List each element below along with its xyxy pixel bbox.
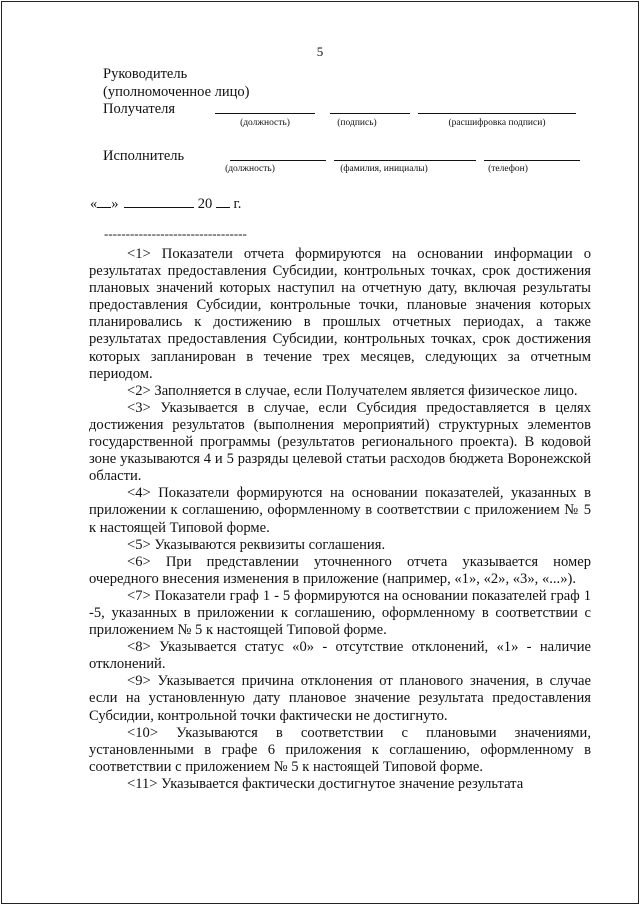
head-caption-signature: (подпись) <box>337 118 377 128</box>
date-open-quote: « <box>90 196 98 212</box>
date-day-blank <box>97 207 111 208</box>
footnote-10: <10> Указываются в соответствии с плановыми значениями, установленными в графе 6 приложения к соглашению, оформленному в соответствии с приложением № 5 к настоящей Типовой форме. <box>89 724 591 775</box>
executor-caption-name: (фамилия, инициалы) <box>340 164 428 174</box>
date-line <box>90 196 241 213</box>
head-label-line3: Получателя <box>103 101 176 117</box>
executor-caption-position: (должность) <box>225 164 275 174</box>
footnote-4: <4> Показатели формируются на основании показателей, указанных в приложении к соглашению, оформленному в соответствии с приложением № 5 к настоящей Типовой форме. <box>89 485 591 536</box>
footnote-2: <2> Заполняется в случае, если Получателем является физическое лицо. <box>127 382 578 399</box>
footnote-1: <1> Показатели отчета формируются на основании информации о результатах предоставления Субсидии, контрольных точках, срок достижения плановых значений которых наступил на отчетную дату, включая результаты предоставления Субсидии, контрольные точки, плановые значения которых планировались к достижению в прошлых отчетных периодах, а также результатах предоставления Субсидии, контрольных точках, срок достижения которых запланирован в течение трех месяцев, следующих за отчетным периодом. <box>89 246 591 382</box>
footnote-5: <5> Указываются реквизиты соглашения. <box>127 536 386 553</box>
executor-caption-phone: (телефон) <box>488 164 528 174</box>
executor-position-line <box>230 160 326 161</box>
date-month-blank <box>124 207 194 208</box>
footnotes <box>89 246 591 793</box>
executor-phone-line <box>484 160 580 161</box>
executor-name-line <box>334 160 476 161</box>
date-year-suffix: г. <box>233 196 242 212</box>
footnote-8: <8> Указывается статус «0» - отсутствие отклонений, «1» - наличие отклонений. <box>89 639 591 673</box>
date-close-quote: » <box>111 196 119 212</box>
date-year-prefix: 20 <box>197 196 213 212</box>
footnote-7: <7> Показатели граф 1 - 5 формируются на основании показателей граф 1 -5, указанных в приложении к соглашению, оформленному в соответствии с приложением № 5 к настоящей Типовой форме. <box>89 587 591 639</box>
head-label-line2: (уполномоченное лицо) <box>103 84 250 100</box>
date-year-blank <box>216 207 230 208</box>
page-number: 5 <box>316 44 324 59</box>
head-label-line1: Руководитель <box>103 66 188 82</box>
footnote-6: <6> При представлении уточненного отчета указывается номер очередного внесения изменения в приложение (например, «1», «2», «3», «...»). <box>89 553 591 587</box>
footnote-3: <3> Указывается в случае, если Субсидия предоставляется в целях достижения результатов (выполнения мероприятий) структурных элементов государственной программы (результатов регионального проекта). В кодовой зоне указываются 4 и 5 разряды целевой статьи расходов бюджета Воронежской области. <box>89 399 591 485</box>
footnote-9: <9> Указывается причина отклонения от планового значения, в случае если на установленную дату плановое значение результата предоставления Субсидии, контрольной точки фактически не достигнуто. <box>89 673 591 724</box>
head-decoding-line <box>418 113 576 114</box>
head-signature-line <box>330 113 410 114</box>
footnote-11: <11> Указывается фактически достигнутое значение результата <box>127 775 524 792</box>
head-caption-position: (должность) <box>240 118 290 128</box>
head-position-line <box>215 113 315 114</box>
footnote-separator: --------------------------------- <box>104 226 247 241</box>
executor-label: Исполнитель <box>103 148 185 164</box>
head-caption-decoding: (расшифровка подписи) <box>448 118 546 128</box>
